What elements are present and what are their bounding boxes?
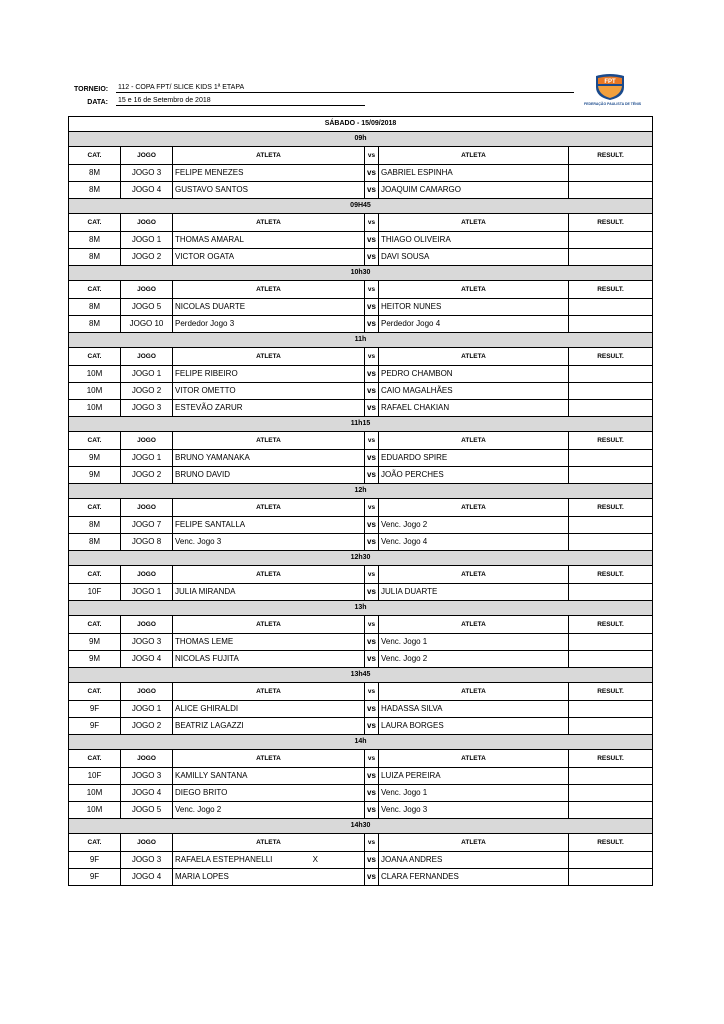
time-slot: 12h30 (69, 551, 653, 566)
match-result (569, 450, 653, 467)
time-slot-row (69, 132, 653, 147)
col-result-header: RESULT. (569, 750, 653, 768)
athlete-1-name: THOMAS LEME (175, 637, 234, 646)
col-atleta-2-header: ATLETA (379, 566, 569, 584)
col-atleta-1-header: ATLETA (173, 683, 365, 701)
match-vs: vs (365, 450, 379, 467)
match-row (69, 366, 653, 383)
match-game: JOGO 5 (121, 802, 173, 819)
col-vs-header: vs (365, 499, 379, 517)
match-athlete-2: JOÃO PERCHES (379, 467, 569, 484)
col-jogo-header: JOGO (121, 214, 173, 232)
day-title: SÁBADO - 15/09/2018 (69, 117, 653, 132)
athlete-1-name: DIEGO BRITO (175, 788, 228, 797)
col-vs-header: vs (365, 566, 379, 584)
col-atleta-1-header: ATLETA (173, 834, 365, 852)
col-atleta-1-header: ATLETA (173, 566, 365, 584)
match-category: 8M (69, 299, 121, 316)
match-category: 10M (69, 785, 121, 802)
match-vs: vs (365, 852, 379, 869)
match-athlete-1 (173, 852, 365, 869)
time-slot-row (69, 417, 653, 432)
time-slot: 13h45 (69, 668, 653, 683)
col-cat-header: CAT. (69, 432, 121, 450)
match-athlete-1 (173, 869, 365, 886)
match-result (569, 182, 653, 199)
match-vs: vs (365, 400, 379, 417)
match-athlete-1 (173, 366, 365, 383)
match-athlete-2: GABRIEL ESPINHA (379, 165, 569, 182)
match-row (69, 584, 653, 601)
match-athlete-1 (173, 634, 365, 651)
col-result-header: RESULT. (569, 834, 653, 852)
match-row (69, 467, 653, 484)
time-slot: 10h30 (69, 266, 653, 281)
torneio-value: 112 - COPA FPT/ SLICE KIDS 1ª ETAPA (116, 83, 574, 93)
match-category: 9M (69, 651, 121, 668)
match-game: JOGO 8 (121, 534, 173, 551)
match-row (69, 517, 653, 534)
match-game: JOGO 2 (121, 249, 173, 266)
match-athlete-2: THIAGO OLIVEIRA (379, 232, 569, 249)
col-vs-header: vs (365, 147, 379, 165)
match-athlete-1 (173, 517, 365, 534)
col-result-header: RESULT. (569, 281, 653, 299)
col-atleta-1-header: ATLETA (173, 214, 365, 232)
day-title-row (69, 117, 653, 132)
match-athlete-2: CLARA FERNANDES (379, 869, 569, 886)
time-slot: 13h (69, 601, 653, 616)
match-vs: vs (365, 802, 379, 819)
col-atleta-2-header: ATLETA (379, 616, 569, 634)
match-athlete-1 (173, 450, 365, 467)
time-slot-row (69, 819, 653, 834)
match-category: 8M (69, 232, 121, 249)
athlete-1-name: Venc. Jogo 2 (175, 805, 222, 814)
column-header-row (69, 616, 653, 634)
match-row (69, 232, 653, 249)
match-game: JOGO 2 (121, 718, 173, 735)
col-atleta-1-header: ATLETA (173, 499, 365, 517)
col-atleta-2-header: ATLETA (379, 348, 569, 366)
match-vs: vs (365, 249, 379, 266)
time-slot-row (69, 266, 653, 281)
time-slot-row (69, 601, 653, 616)
athlete-1-name: FELIPE MENEZES (175, 168, 244, 177)
logo-caption: FEDERAÇÃO PAULISTA DE TÊNIS (584, 102, 642, 106)
col-jogo-header: JOGO (121, 834, 173, 852)
match-result (569, 768, 653, 785)
match-athlete-1 (173, 651, 365, 668)
col-result-header: RESULT. (569, 616, 653, 634)
athlete-1-name: JULIA MIRANDA (175, 587, 236, 596)
time-slot: 14h (69, 735, 653, 750)
time-slot-row (69, 484, 653, 499)
match-result (569, 517, 653, 534)
col-result-header: RESULT. (569, 214, 653, 232)
match-row (69, 383, 653, 400)
athlete-1-name: VICTOR OGATA (175, 252, 235, 261)
match-athlete-2: JOANA ANDRES (379, 852, 569, 869)
match-athlete-1 (173, 718, 365, 735)
column-header-row (69, 147, 653, 165)
athlete-1-name: RAFAELA ESTEPHANELLI (175, 855, 273, 864)
athlete-1-name: Venc. Jogo 3 (175, 537, 222, 546)
time-slot-row (69, 551, 653, 566)
time-slot-row (69, 668, 653, 683)
match-athlete-2: HADASSA SILVA (379, 701, 569, 718)
match-game: JOGO 3 (121, 400, 173, 417)
match-athlete-2: EDUARDO SPIRE (379, 450, 569, 467)
match-athlete-1 (173, 383, 365, 400)
match-result (569, 467, 653, 484)
col-cat-header: CAT. (69, 616, 121, 634)
col-cat-header: CAT. (69, 214, 121, 232)
match-category: 9M (69, 634, 121, 651)
match-athlete-1 (173, 467, 365, 484)
col-vs-header: vs (365, 683, 379, 701)
col-vs-header: vs (365, 616, 379, 634)
athlete-1-name: FELIPE RIBEIRO (175, 369, 238, 378)
match-result (569, 316, 653, 333)
match-athlete-1 (173, 802, 365, 819)
match-game: JOGO 4 (121, 182, 173, 199)
athlete-1-name: THOMAS AMARAL (175, 235, 244, 244)
match-athlete-1 (173, 534, 365, 551)
match-row (69, 869, 653, 886)
match-category: 9F (69, 718, 121, 735)
col-atleta-2-header: ATLETA (379, 834, 569, 852)
match-vs: vs (365, 366, 379, 383)
col-atleta-2-header: ATLETA (379, 683, 569, 701)
col-jogo-header: JOGO (121, 499, 173, 517)
match-row (69, 249, 653, 266)
col-result-header: RESULT. (569, 683, 653, 701)
col-jogo-header: JOGO (121, 348, 173, 366)
match-vs: vs (365, 701, 379, 718)
match-game: JOGO 4 (121, 869, 173, 886)
match-category: 9F (69, 701, 121, 718)
match-athlete-1 (173, 299, 365, 316)
schedule-table (68, 116, 653, 886)
match-row (69, 182, 653, 199)
match-row (69, 450, 653, 467)
match-result (569, 802, 653, 819)
time-slot: 11h15 (69, 417, 653, 432)
col-result-header: RESULT. (569, 566, 653, 584)
match-category: 8M (69, 249, 121, 266)
match-result (569, 534, 653, 551)
time-slot: 09H45 (69, 199, 653, 214)
match-athlete-2: Venc. Jogo 4 (379, 534, 569, 551)
time-slot: 12h (69, 484, 653, 499)
match-game: JOGO 4 (121, 651, 173, 668)
torneio-label: TORNEIO: (74, 86, 109, 93)
athlete-1-name: GUSTAVO SANTOS (175, 185, 248, 194)
match-result (569, 400, 653, 417)
col-jogo-header: JOGO (121, 147, 173, 165)
col-jogo-header: JOGO (121, 281, 173, 299)
match-vs: vs (365, 785, 379, 802)
col-vs-header: vs (365, 750, 379, 768)
match-result (569, 634, 653, 651)
col-vs-header: vs (365, 348, 379, 366)
data-value: 15 e 16 de Setembro de 2018 (116, 96, 365, 106)
match-result (569, 718, 653, 735)
match-category: 10F (69, 768, 121, 785)
col-atleta-2-header: ATLETA (379, 214, 569, 232)
col-atleta-1-header: ATLETA (173, 147, 365, 165)
column-header-row (69, 281, 653, 299)
match-vs: vs (365, 232, 379, 249)
match-row (69, 768, 653, 785)
athlete-1-name: NICOLAS DUARTE (175, 302, 246, 311)
match-game: JOGO 7 (121, 517, 173, 534)
match-athlete-2: Venc. Jogo 2 (379, 651, 569, 668)
col-vs-header: vs (365, 432, 379, 450)
match-athlete-1 (173, 182, 365, 199)
col-jogo-header: JOGO (121, 432, 173, 450)
match-athlete-1 (173, 584, 365, 601)
match-game: JOGO 3 (121, 768, 173, 785)
match-vs: vs (365, 165, 379, 182)
match-row (69, 299, 653, 316)
x-mark: X (312, 855, 318, 864)
athlete-1-name: ESTEVÃO ZARUR (175, 403, 243, 412)
match-category: 9M (69, 467, 121, 484)
col-atleta-1-header: ATLETA (173, 750, 365, 768)
match-row (69, 634, 653, 651)
match-row (69, 785, 653, 802)
col-result-header: RESULT. (569, 348, 653, 366)
match-result (569, 869, 653, 886)
match-row (69, 534, 653, 551)
column-header-row (69, 432, 653, 450)
match-vs: vs (365, 768, 379, 785)
col-atleta-1-header: ATLETA (173, 281, 365, 299)
col-atleta-2-header: ATLETA (379, 281, 569, 299)
column-header-row (69, 834, 653, 852)
col-atleta-1-header: ATLETA (173, 432, 365, 450)
match-game: JOGO 3 (121, 634, 173, 651)
match-category: 10M (69, 366, 121, 383)
match-athlete-2: LUIZA PEREIRA (379, 768, 569, 785)
match-result (569, 701, 653, 718)
data-label: DATA: (87, 99, 108, 106)
match-category: 10M (69, 383, 121, 400)
match-game: JOGO 1 (121, 232, 173, 249)
col-result-header: RESULT. (569, 499, 653, 517)
match-game: JOGO 4 (121, 785, 173, 802)
col-jogo-header: JOGO (121, 750, 173, 768)
match-category: 8M (69, 316, 121, 333)
match-result (569, 366, 653, 383)
col-result-header: RESULT. (569, 147, 653, 165)
match-category: 9F (69, 852, 121, 869)
match-vs: vs (365, 534, 379, 551)
match-result (569, 651, 653, 668)
match-vs: vs (365, 182, 379, 199)
athlete-1-name: KAMILLY SANTANA (175, 771, 248, 780)
col-cat-header: CAT. (69, 499, 121, 517)
col-vs-header: vs (365, 214, 379, 232)
time-slot: 11h (69, 333, 653, 348)
match-vs: vs (365, 316, 379, 333)
col-vs-header: vs (365, 281, 379, 299)
athlete-1-name: FELIPE SANTALLA (175, 520, 246, 529)
match-row (69, 316, 653, 333)
col-jogo-header: JOGO (121, 566, 173, 584)
col-cat-header: CAT. (69, 348, 121, 366)
match-game: JOGO 10 (121, 316, 173, 333)
column-header-row (69, 683, 653, 701)
match-vs: vs (365, 869, 379, 886)
match-vs: vs (365, 584, 379, 601)
athlete-1-name: BRUNO DAVID (175, 470, 230, 479)
match-athlete-1 (173, 400, 365, 417)
match-athlete-1 (173, 165, 365, 182)
match-athlete-2: Venc. Jogo 2 (379, 517, 569, 534)
match-game: JOGO 5 (121, 299, 173, 316)
match-category: 9F (69, 869, 121, 886)
tournament-header (74, 80, 574, 106)
match-game: JOGO 1 (121, 366, 173, 383)
col-atleta-2-header: ATLETA (379, 432, 569, 450)
col-atleta-1-header: ATLETA (173, 616, 365, 634)
match-result (569, 299, 653, 316)
match-category: 10F (69, 584, 121, 601)
match-row (69, 651, 653, 668)
match-athlete-2: PEDRO CHAMBON (379, 366, 569, 383)
match-athlete-2: LAURA BORGES (379, 718, 569, 735)
match-vs: vs (365, 651, 379, 668)
match-result (569, 852, 653, 869)
match-athlete-2: JOAQUIM CAMARGO (379, 182, 569, 199)
athlete-1-name: VITOR OMETTO (175, 386, 236, 395)
match-athlete-1 (173, 768, 365, 785)
match-category: 10M (69, 802, 121, 819)
match-row (69, 165, 653, 182)
athlete-1-name: ALICE GHIRALDI (175, 704, 239, 713)
match-row (69, 802, 653, 819)
match-row (69, 852, 653, 869)
match-athlete-2: Venc. Jogo 1 (379, 785, 569, 802)
fpt-logo (584, 73, 642, 113)
torneio-row (74, 80, 574, 93)
match-game: JOGO 1 (121, 450, 173, 467)
athlete-1-name: Perdedor Jogo 3 (175, 319, 235, 328)
match-athlete-2: HEITOR NUNES (379, 299, 569, 316)
match-category: 8M (69, 182, 121, 199)
time-slot: 14h30 (69, 819, 653, 834)
match-result (569, 165, 653, 182)
match-game: JOGO 1 (121, 701, 173, 718)
col-cat-header: CAT. (69, 147, 121, 165)
col-atleta-2-header: ATLETA (379, 750, 569, 768)
match-result (569, 232, 653, 249)
match-game: JOGO 3 (121, 852, 173, 869)
match-athlete-2: RAFAEL CHAKIAN (379, 400, 569, 417)
match-result (569, 785, 653, 802)
athlete-1-name: BEATRIZ LAGAZZI (175, 721, 244, 730)
col-jogo-header: JOGO (121, 616, 173, 634)
match-game: JOGO 2 (121, 383, 173, 400)
col-result-header: RESULT. (569, 432, 653, 450)
time-slot: 09h (69, 132, 653, 147)
match-game: JOGO 3 (121, 165, 173, 182)
col-cat-header: CAT. (69, 834, 121, 852)
match-athlete-1 (173, 316, 365, 333)
col-atleta-2-header: ATLETA (379, 499, 569, 517)
match-vs: vs (365, 299, 379, 316)
match-vs: vs (365, 718, 379, 735)
match-vs: vs (365, 467, 379, 484)
match-vs: vs (365, 517, 379, 534)
match-athlete-2: JULIA DUARTE (379, 584, 569, 601)
col-vs-header: vs (365, 834, 379, 852)
match-row (69, 718, 653, 735)
athlete-1-name: MARIA LOPES (175, 872, 229, 881)
match-athlete-1 (173, 232, 365, 249)
match-game: JOGO 1 (121, 584, 173, 601)
match-vs: vs (365, 383, 379, 400)
col-atleta-2-header: ATLETA (379, 147, 569, 165)
match-result (569, 383, 653, 400)
schedule-body (69, 117, 653, 886)
column-header-row (69, 499, 653, 517)
match-athlete-2: CAIO MAGALHÃES (379, 383, 569, 400)
col-cat-header: CAT. (69, 281, 121, 299)
match-athlete-2: Venc. Jogo 3 (379, 802, 569, 819)
time-slot-row (69, 735, 653, 750)
col-jogo-header: JOGO (121, 683, 173, 701)
match-vs: vs (365, 634, 379, 651)
match-athlete-2: DAVI SOUSA (379, 249, 569, 266)
match-athlete-2: Venc. Jogo 1 (379, 634, 569, 651)
column-header-row (69, 750, 653, 768)
svg-text:FPT: FPT (604, 79, 616, 85)
match-result (569, 249, 653, 266)
athlete-1-name: NICOLAS FUJITA (175, 654, 239, 663)
fpt-logo-icon (593, 73, 627, 101)
column-header-row (69, 348, 653, 366)
match-game: JOGO 2 (121, 467, 173, 484)
time-slot-row (69, 333, 653, 348)
col-cat-header: CAT. (69, 750, 121, 768)
match-row (69, 400, 653, 417)
column-header-row (69, 214, 653, 232)
col-cat-header: CAT. (69, 683, 121, 701)
match-athlete-1 (173, 785, 365, 802)
match-category: 8M (69, 165, 121, 182)
column-header-row (69, 566, 653, 584)
time-slot-row (69, 199, 653, 214)
match-result (569, 584, 653, 601)
match-athlete-1 (173, 701, 365, 718)
match-category: 8M (69, 517, 121, 534)
match-athlete-2: Perdedor Jogo 4 (379, 316, 569, 333)
match-athlete-1 (173, 249, 365, 266)
match-row (69, 701, 653, 718)
match-category: 9M (69, 450, 121, 467)
match-category: 8M (69, 534, 121, 551)
athlete-1-name: BRUNO YAMANAKA (175, 453, 250, 462)
col-atleta-1-header: ATLETA (173, 348, 365, 366)
data-row (74, 93, 574, 106)
col-cat-header: CAT. (69, 566, 121, 584)
match-category: 10M (69, 400, 121, 417)
